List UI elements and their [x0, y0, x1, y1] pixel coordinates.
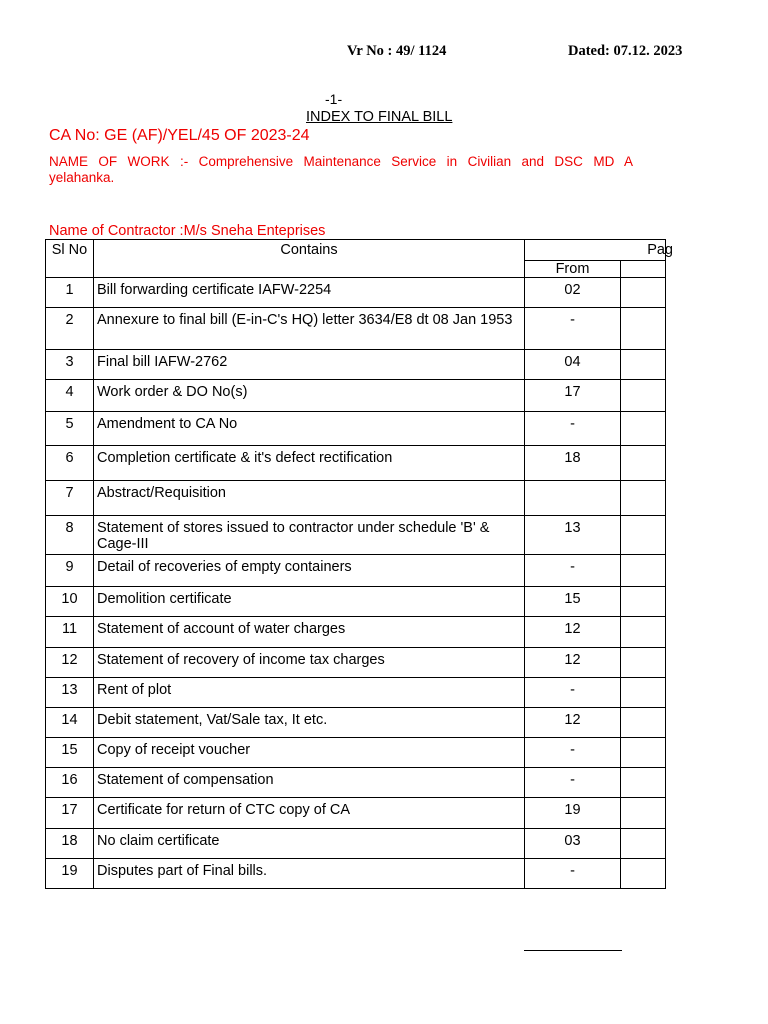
row-page-from: [525, 481, 621, 516]
table-row: [46, 798, 666, 829]
table-row: [46, 829, 666, 859]
row-page-from: 12: [525, 708, 621, 738]
page-number: -1-: [325, 91, 343, 107]
row-page-to: [621, 555, 666, 587]
row-contains: Rent of plot: [94, 678, 525, 708]
row-sl-no: 2: [46, 308, 94, 350]
row-page-to: [621, 678, 666, 708]
row-page-from: 15: [525, 587, 621, 617]
row-sl-no: 5: [46, 412, 94, 446]
row-page-to: [621, 380, 666, 412]
header-page: Pag: [525, 240, 666, 261]
index-table-container: [45, 239, 673, 885]
row-sl-no: 10: [46, 587, 94, 617]
row-page-to: [621, 350, 666, 380]
name-of-work: [49, 154, 633, 186]
row-page-to: [621, 516, 666, 555]
row-sl-no: 1: [46, 278, 94, 308]
row-page-to: [621, 308, 666, 350]
table-row: [46, 678, 666, 708]
row-page-to: [621, 798, 666, 829]
row-contains: Abstract/Requisition: [94, 481, 525, 516]
voucher-date: Dated: 07.12. 2023: [568, 43, 683, 59]
name-of-work-line2: yelahanka.: [49, 170, 115, 185]
row-page-from: -: [525, 768, 621, 798]
row-contains: Copy of receipt voucher: [94, 738, 525, 768]
voucher-number: Vr No : 49/ 1124: [347, 43, 447, 59]
row-contains: No claim certificate: [94, 829, 525, 859]
row-sl-no: 9: [46, 555, 94, 587]
row-sl-no: 6: [46, 446, 94, 481]
row-page-to: [621, 738, 666, 768]
table-row: [46, 481, 666, 516]
table-row: [46, 412, 666, 446]
row-contains: Final bill IAFW-2762: [94, 350, 525, 380]
row-contains: Disputes part of Final bills.: [94, 859, 525, 889]
row-page-from: -: [525, 859, 621, 889]
row-page-to: [621, 617, 666, 648]
row-page-to: [621, 446, 666, 481]
row-page-from: 18: [525, 446, 621, 481]
table-row: [46, 380, 666, 412]
row-contains: Completion certificate & it's defect rectification: [94, 446, 525, 481]
row-contains: Detail of recoveries of empty containers: [94, 555, 525, 587]
row-contains: Statement of compensation: [94, 768, 525, 798]
index-table: [45, 239, 673, 889]
table-row: [46, 587, 666, 617]
table-row: [46, 768, 666, 798]
header-contains: Contains: [94, 240, 525, 278]
table-row: [46, 708, 666, 738]
table-row: [46, 648, 666, 678]
row-page-from: -: [525, 738, 621, 768]
table-row: [46, 278, 666, 308]
name-of-work-line1: NAME OF WORK :- Comprehensive Maintenance Service in Civilian and DSC MD A: [49, 154, 633, 169]
row-sl-no: 14: [46, 708, 94, 738]
row-sl-no: 15: [46, 738, 94, 768]
row-page-to: [621, 829, 666, 859]
row-page-from: 04: [525, 350, 621, 380]
row-page-from: 17: [525, 380, 621, 412]
signature-line: [524, 950, 622, 951]
header-sl-no: Sl No: [46, 240, 94, 278]
row-sl-no: 13: [46, 678, 94, 708]
row-contains: Statement of account of water charges: [94, 617, 525, 648]
row-page-from: -: [525, 678, 621, 708]
row-page-to: [621, 859, 666, 889]
row-page-from: 19: [525, 798, 621, 829]
row-page-to: [621, 768, 666, 798]
table-row: [46, 555, 666, 587]
table-row: [46, 859, 666, 889]
table-row: [46, 350, 666, 380]
row-page-to: [621, 412, 666, 446]
ca-number: CA No: GE (AF)/YEL/45 OF 2023-24: [49, 127, 310, 144]
row-page-from: -: [525, 308, 621, 350]
header-to: [621, 261, 666, 278]
row-page-to: [621, 278, 666, 308]
row-sl-no: 18: [46, 829, 94, 859]
row-sl-no: 12: [46, 648, 94, 678]
row-page-from: -: [525, 555, 621, 587]
row-page-from: 03: [525, 829, 621, 859]
row-contains: Amendment to CA No: [94, 412, 525, 446]
row-sl-no: 8: [46, 516, 94, 555]
row-page-to: [621, 708, 666, 738]
contractor-name: Name of Contractor :M/s Sneha Enteprises: [49, 223, 326, 239]
row-contains: Bill forwarding certificate IAFW-2254: [94, 278, 525, 308]
index-table-body: [46, 278, 666, 889]
row-contains: Statement of stores issued to contractor under schedule 'B' & Cage-III: [94, 516, 525, 555]
row-sl-no: 3: [46, 350, 94, 380]
table-row: [46, 446, 666, 481]
row-sl-no: 19: [46, 859, 94, 889]
table-row: [46, 516, 666, 555]
page-title: INDEX TO FINAL BILL: [306, 109, 453, 125]
row-page-from: 13: [525, 516, 621, 555]
row-page-to: [621, 648, 666, 678]
table-row: [46, 738, 666, 768]
row-sl-no: 4: [46, 380, 94, 412]
row-page-to: [621, 587, 666, 617]
header-from: From: [525, 261, 621, 278]
row-contains: Debit statement, Vat/Sale tax, It etc.: [94, 708, 525, 738]
row-page-from: 12: [525, 648, 621, 678]
row-contains: Statement of recovery of income tax charges: [94, 648, 525, 678]
row-page-from: -: [525, 412, 621, 446]
row-page-to: [621, 481, 666, 516]
table-row: [46, 617, 666, 648]
row-sl-no: 16: [46, 768, 94, 798]
row-page-from: 02: [525, 278, 621, 308]
row-page-from: 12: [525, 617, 621, 648]
row-sl-no: 17: [46, 798, 94, 829]
row-contains: Annexure to final bill (E-in-C's HQ) letter 3634/E8 dt 08 Jan 1953: [94, 308, 525, 350]
row-contains: Work order & DO No(s): [94, 380, 525, 412]
row-sl-no: 11: [46, 617, 94, 648]
row-contains: Demolition certificate: [94, 587, 525, 617]
row-contains: Certificate for return of CTC copy of CA: [94, 798, 525, 829]
table-row: [46, 308, 666, 350]
row-sl-no: 7: [46, 481, 94, 516]
